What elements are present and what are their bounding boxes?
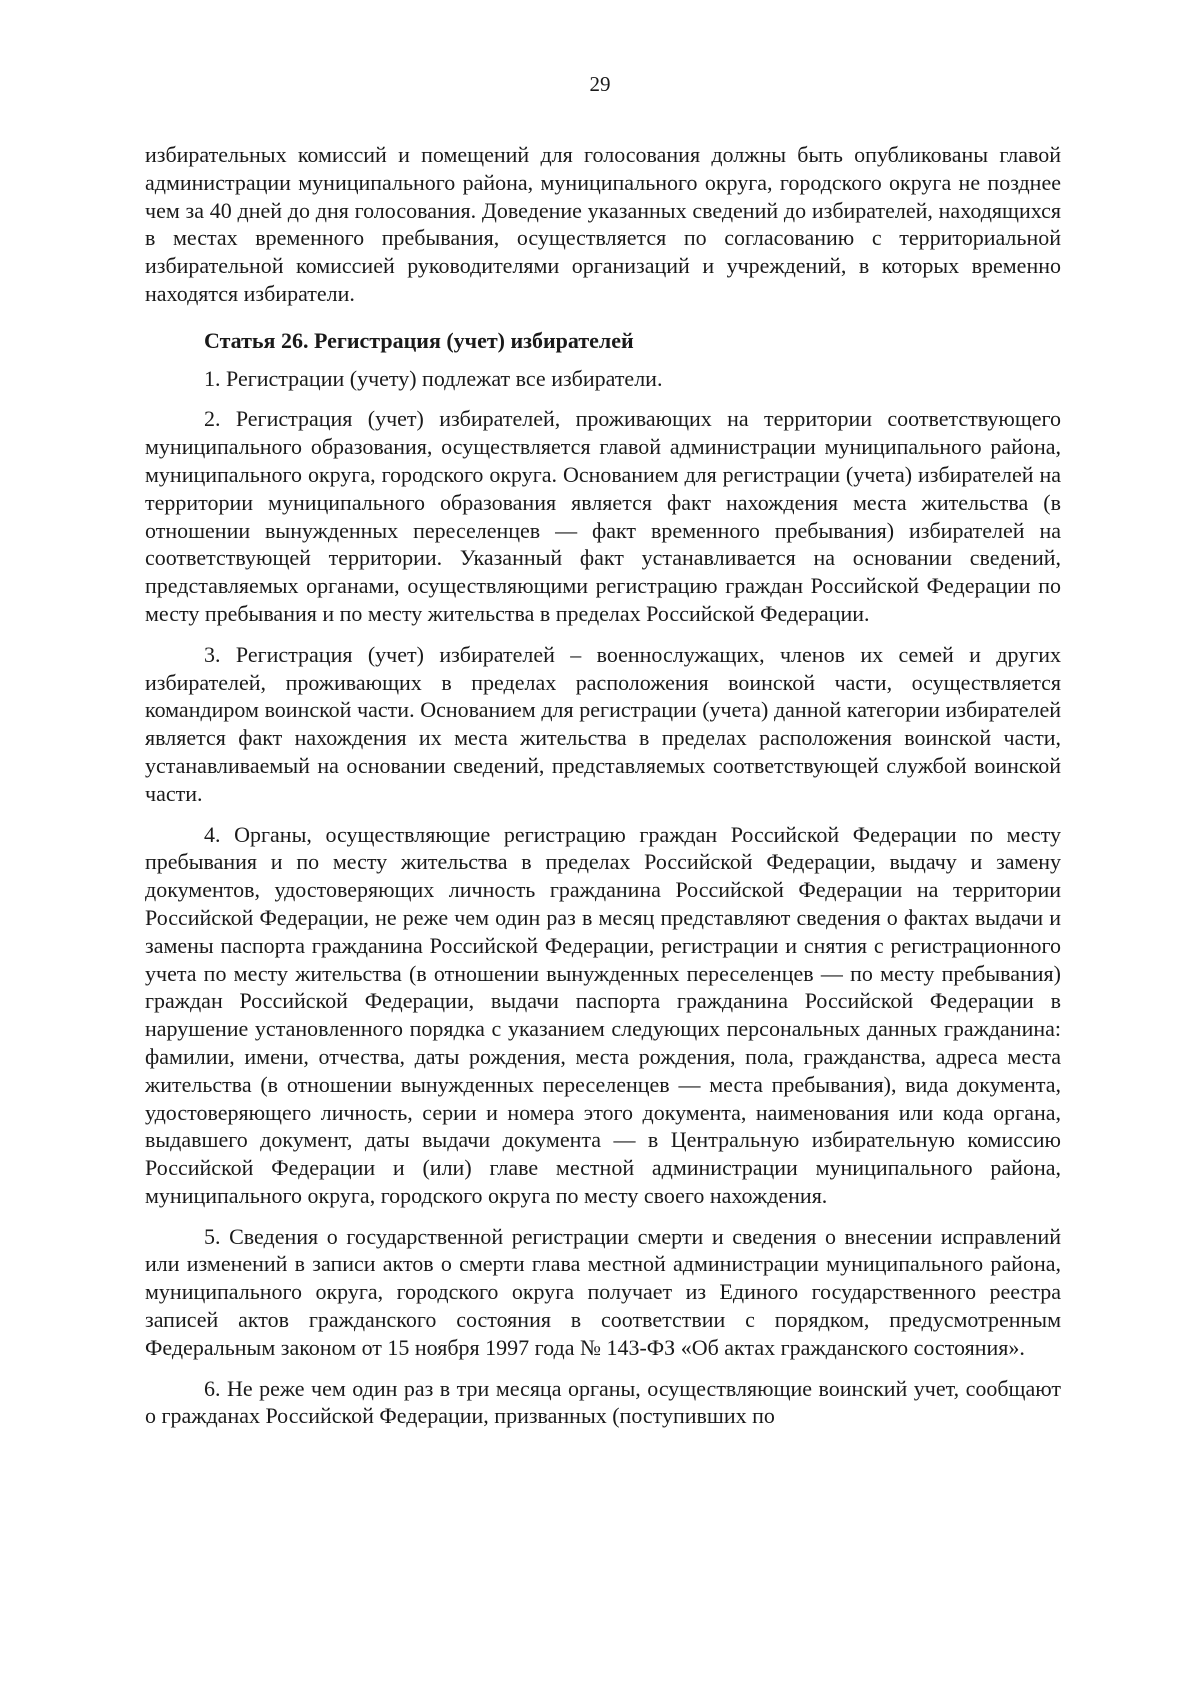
list-item (145, 1223, 1061, 1362)
list-item (145, 405, 1061, 627)
item-text: Регистрация (учет) избирателей – военнослужащих, членов их семей и других избирателей, проживающих в пределах расположения воинской части, осуществляется командиром воинской части. Основанием для регистрации (учета) данной категории избирателей является факт нахождения их места жительства в пределах расположения воинской части, устанавливаемый на основании сведений, представляемых соответствующей службой воинской части. (145, 641, 1061, 806)
intro-paragraph: избирательных комиссий и помещений для голосования должны быть опубликованы главой администрации муниципального района, муниципального округа, городского округа не позднее чем за 40 дней до дня голосования. Доведение указанных сведений до избирателей, находящихся в местах временного пребывания, осуществляется по согласованию с территориальной избирательной комиссией руководителями организаций и учреждений, в которых временно находятся избиратели. (145, 142, 1061, 306)
item-text: Регистрации (учету) подлежат все избиратели. (226, 365, 663, 391)
item-text: Органы, осуществляющие регистрацию граждан Российской Федерации по месту пребывания и по месту жительства в пределах Российской Федерации, выдачу и замену документов, удостоверяющих личность гражданина Российской Федерации на территории Российской Федерации, не реже чем один раз в месяц представляют сведения о фактах выдачи и замены паспорта гражданина Российской Федерации, регистрации и снятия с регистрационного учета по месту жительства (в отношении вынужденных переселенцев — по месту пребывания) граждан Российской Федерации, выдачи паспорта гражданина Российской Федерации в нарушение установленного порядка с указанием следующих персональных данных гражданина: фамилии, имени, отчества, даты рождения, места рождения, пола, гражданства, адреса места жительства (в отношении вынужденных переселенцев — места пребывания), вида документа, удостоверяющего личность, серии и номера этого документа, наименования или кода органа, выдавшего документ, даты выдачи документа — в Центральную избирательную комиссию Российской Федерации и (или) главе местной администрации муниципального района, муниципального округа, городского округа по месту своего нахождения. (145, 821, 1062, 1208)
item-text: Регистрация (учет) избирателей, проживающих на территории соответствующего муниципального образования, осуществляется главой администрации муниципального района, муниципального округа, городского округа. Основанием для регистрации (учета) избирателей на территории муниципального образования является факт нахождения места жительства (в отношении вынужденных переселенцев — факт временного пребывания) избирателей на соответствующей территории. Указанный факт устанавливается на основании сведений, представляемых органами, осуществляющими регистрацию граждан Российской Федерации по месту пребывания и по месту жительства в пределах Российской Федерации. (145, 406, 1061, 626)
list-item (145, 365, 1061, 393)
list-item (145, 821, 1061, 1210)
list-item (145, 641, 1061, 808)
item-number: 6. (204, 1375, 221, 1401)
item-number: 4. (204, 821, 221, 847)
page-number: 29 (589, 72, 611, 96)
item-text: Сведения о государственной регистрации смерти и сведения о внесении исправлений или изменений в записи актов о смерти глава местной администрации муниципального района, муниципального округа, городского округа получает из Единого государственного реестра записей актов гражданского состояния в соответствии с порядком, предусмотренным Федеральным законом от 15 ноября 1997 года № 143-ФЗ «Об актах гражданского состояния». (145, 1223, 1061, 1360)
item-number: 1. (204, 365, 221, 391)
list-item (145, 1375, 1061, 1431)
item-number: 3. (204, 641, 221, 667)
item-number: 2. (204, 406, 221, 432)
item-number: 5. (204, 1223, 221, 1249)
item-text: Не реже чем один раз в три месяца органы, осуществляющие воинский учет, сообщают о гражданах Российской Федерации, призванных (поступивших по (145, 1375, 1061, 1429)
article-heading: Статья 26. Регистрация (учет) избирателей (204, 327, 634, 353)
document-body (145, 141, 1061, 1430)
